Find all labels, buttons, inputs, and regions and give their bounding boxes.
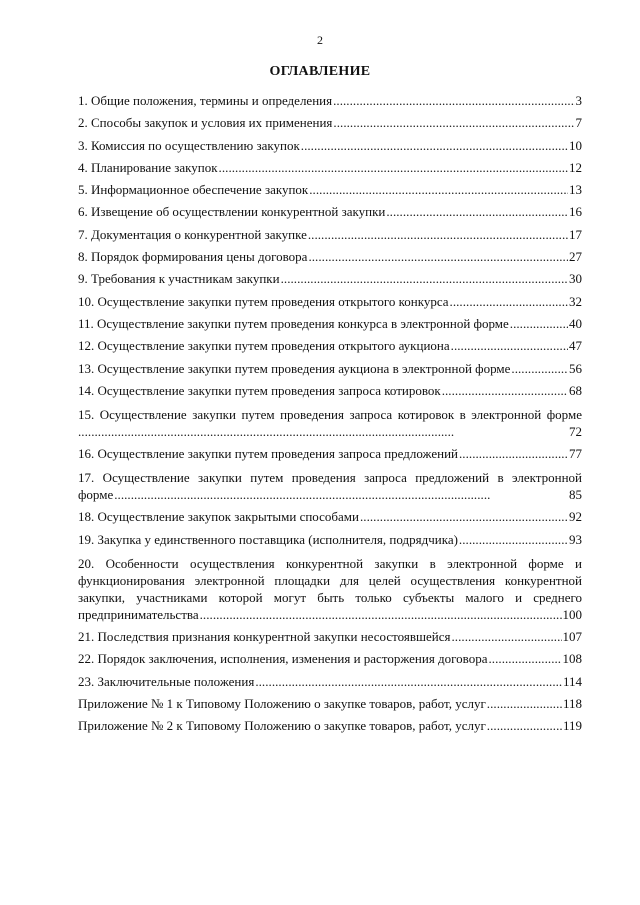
toc-entry-title: 2. Способы закупок и условия их применения: [78, 115, 333, 131]
toc-entry[interactable]: [78, 628, 582, 650]
toc-entry-page: 72: [569, 424, 582, 440]
toc-entry-title: 18. Осуществление закупок закрытыми способами: [78, 509, 359, 525]
dot-leader: [114, 486, 568, 503]
toc-entry[interactable]: [78, 508, 582, 530]
toc-entry-page: 77: [569, 446, 582, 462]
dot-leader: [308, 248, 568, 265]
toc-entry-page: 27: [569, 249, 582, 265]
toc-entry-title: 12. Осуществление закупки путем проведения открытого аукциона: [78, 338, 450, 354]
toc-entry-page: 10: [569, 137, 582, 153]
toc-entry-title: 8. Порядок формирования цены договора: [78, 249, 308, 265]
toc-entry[interactable]: [78, 531, 582, 553]
toc-entry-title: Приложение № 2 к Типовому Положению о закупке товаров, работ, услуг: [78, 718, 486, 734]
dot-leader: [450, 293, 568, 310]
dot-leader: [487, 717, 562, 734]
toc-entry-page: 92: [569, 509, 582, 525]
dot-leader: [200, 606, 562, 623]
toc-entry[interactable]: [78, 469, 582, 503]
toc-entry-title-end: форме: [78, 487, 114, 503]
toc-entry[interactable]: [78, 717, 582, 739]
toc-entry-page: 17: [569, 226, 582, 242]
toc-entry[interactable]: [78, 293, 582, 315]
page-number: 2: [317, 33, 323, 47]
dot-leader: [219, 159, 568, 176]
dot-leader: [489, 650, 562, 667]
page-title: ОГЛАВЛЕНИЕ: [269, 64, 371, 79]
toc-entry[interactable]: [78, 360, 582, 382]
toc-entry[interactable]: [78, 555, 582, 623]
dot-leader: [459, 445, 568, 462]
toc-entry-title: 4. Планирование закупок: [78, 159, 218, 175]
toc-entry-page: 68: [569, 382, 582, 398]
toc-entry-page: 40: [569, 315, 582, 331]
toc-entry[interactable]: [78, 673, 582, 695]
toc-entry-title: 22. Порядок заключения, исполнения, изменения и расторжения договора: [78, 651, 488, 667]
toc-entry[interactable]: [78, 270, 582, 292]
toc-entry-title: 16. Осуществление закупки путем проведения запроса предложений: [78, 446, 458, 462]
dot-leader: [487, 695, 562, 712]
dot-leader: [360, 508, 568, 525]
toc-entry-title: 7. Документация о конкурентной закупке: [78, 226, 307, 242]
toc-entry-page: 3: [575, 93, 582, 108]
toc-entry-title: 6. Извещение об осуществлении конкурентной закупки: [78, 204, 386, 220]
dot-leader: [511, 360, 568, 377]
toc-entry-title: Приложение № 1 к Типовому Положению о закупке товаров, работ, услуг: [78, 695, 486, 711]
toc-entry-page: 30: [569, 271, 582, 287]
toc-entry[interactable]: [78, 315, 582, 337]
table-of-contents: [78, 92, 582, 740]
toc-entry-page: 107: [562, 629, 582, 645]
dot-leader: [308, 226, 568, 243]
toc-entry-title: 17. Осуществление закупки путем проведения запроса предложений в электронной: [78, 470, 582, 486]
toc-entry-title: 3. Комиссия по осуществлению закупок: [78, 137, 300, 153]
toc-entry-title: 13. Осуществление закупки путем проведения аукциона в электронной форме: [78, 360, 511, 376]
toc-entry[interactable]: [78, 114, 582, 136]
toc-entry-page: 13: [569, 182, 582, 198]
dot-leader: [309, 181, 568, 198]
toc-entry-title: 10. Осуществление закупки путем проведения открытого конкурса: [78, 293, 449, 309]
toc-entry-page: 93: [569, 531, 582, 547]
toc-entry-title-end: предпринимательства: [78, 607, 199, 623]
dot-leader: [255, 673, 562, 690]
toc-entry-page: 85: [569, 487, 582, 503]
toc-entry[interactable]: [78, 445, 582, 467]
toc-entry[interactable]: [78, 248, 582, 270]
dot-leader: [510, 315, 568, 332]
dot-leader: [333, 92, 574, 109]
toc-entry-page: 32: [569, 293, 582, 309]
toc-entry[interactable]: [78, 382, 582, 404]
toc-entry-page: 12: [569, 159, 582, 175]
toc-entry-page: 16: [569, 204, 582, 220]
toc-entry[interactable]: [78, 337, 582, 359]
toc-entry-page: 114: [562, 673, 582, 689]
dot-leader: [459, 531, 568, 548]
toc-entry-title: 1. Общие положения, термины и определения: [78, 93, 333, 108]
dot-leader: [451, 337, 568, 354]
dot-leader: [386, 203, 568, 220]
dot-leader: [452, 628, 562, 645]
toc-entry[interactable]: [78, 159, 582, 181]
toc-entry-page: 7: [575, 115, 582, 131]
toc-entry-title: 15. Осуществление закупки путем проведения запроса котировок в электронной форме: [78, 407, 582, 423]
toc-entry-page: 47: [569, 338, 582, 354]
toc-entry-page: 119: [562, 718, 582, 734]
toc-entry[interactable]: [78, 92, 582, 114]
toc-entry-title: 20. Особенности осуществления конкурентной закупки в электронной форме и функционирования электронной площадки для целей осуществления конкурентной закупки, участниками которой могут быть только субъекты малого и среднего: [78, 556, 582, 606]
toc-entry[interactable]: [78, 203, 582, 225]
toc-entry-page: 100: [562, 607, 582, 623]
toc-entry[interactable]: [78, 406, 582, 440]
toc-entry-page: 108: [562, 651, 582, 667]
dot-leader: [281, 270, 568, 287]
toc-entry-title: 11. Осуществление закупки путем проведения конкурса в электронной форме: [78, 315, 509, 331]
toc-entry[interactable]: [78, 695, 582, 717]
toc-entry-title: 9. Требования к участникам закупки: [78, 271, 280, 287]
dot-leader: [301, 137, 568, 154]
toc-entry[interactable]: [78, 181, 582, 203]
toc-entry-title: 23. Заключительные положения: [78, 673, 255, 689]
dot-leader: [78, 423, 568, 440]
toc-entry-title: 14. Осуществление закупки путем проведения запроса котировок: [78, 382, 441, 398]
toc-entry-title: 19. Закупка у единственного поставщика (исполнителя, подрядчика): [78, 531, 458, 547]
dot-leader: [442, 382, 568, 399]
toc-entry[interactable]: [78, 650, 582, 672]
toc-entry-title: 5. Информационное обеспечение закупок: [78, 182, 309, 198]
toc-entry-title: 21. Последствия признания конкурентной закупки несостоявшейся: [78, 629, 451, 645]
toc-entry-page: 118: [562, 695, 582, 711]
dot-leader: [333, 114, 574, 131]
toc-entry-page: 56: [569, 360, 582, 376]
toc-entry[interactable]: [78, 226, 582, 248]
toc-entry[interactable]: [78, 137, 582, 159]
